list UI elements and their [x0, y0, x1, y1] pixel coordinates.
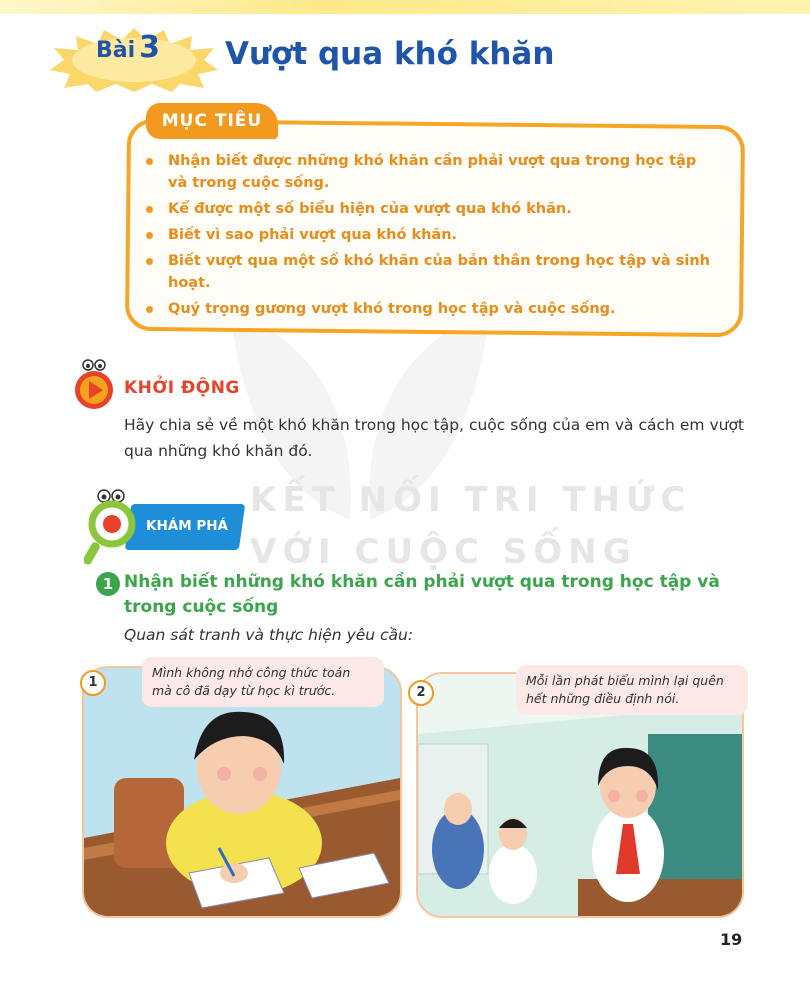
warmup-text: Hãy chia sẻ về một khó khăn trong học tập, cuộc sống của em và cách em vượt qua những khó khăn đó. — [124, 416, 744, 460]
section-instruction: Quan sát tranh và thực hiện yêu cầu: — [124, 626, 414, 644]
top-decorative-band — [0, 0, 810, 14]
lesson-label: Bài — [96, 38, 136, 63]
goals-list — [144, 150, 714, 324]
lesson-number — [96, 30, 160, 65]
watermark-line-2: VỚI CUỘC SỐNG — [250, 532, 637, 572]
goal-item: Biết vì sao phải vượt qua khó khăn. — [144, 224, 714, 246]
warmup-heading: KHỞI ĐỘNG — [124, 378, 240, 398]
goal-item: Kể được một số biểu hiện của vượt qua khó khăn. — [144, 198, 714, 220]
picture-1-speech-bubble: Mình không nhớ công thức toán mà cô đã dạy từ học kì trước. — [142, 657, 384, 707]
goal-item: Nhận biết được những khó khăn cần phải vượt qua trong học tập và trong cuộc sống. — [144, 150, 714, 194]
section-number-badge: 1 — [96, 572, 120, 596]
explore-heading: KHÁM PHÁ — [146, 518, 228, 534]
goal-item: Quý trọng gương vượt khó trong học tập và cuộc sống. — [144, 298, 714, 320]
picture-1-number: 1 — [80, 670, 106, 696]
picture-2-speech-bubble: Mỗi lần phát biểu mình lại quên hết những điều định nói. — [516, 665, 748, 715]
warmup-play-icon — [70, 358, 118, 410]
page-number: 19 — [720, 930, 743, 949]
picture-2-number: 2 — [408, 680, 434, 706]
watermark-line-1: KẾT NỐI TRI THỨC — [250, 480, 692, 520]
lesson-digit: 3 — [139, 30, 161, 65]
goal-item: Biết vượt qua một số khó khăn của bản thân trong học tập và sinh hoạt. — [144, 250, 714, 294]
goals-heading: MỤC TIÊU — [146, 103, 278, 139]
section-title: Nhận biết những khó khăn cần phải vượt qua trong học tập và trong cuộc sống — [124, 572, 720, 617]
lesson-title: Vượt qua khó khăn — [225, 36, 555, 72]
